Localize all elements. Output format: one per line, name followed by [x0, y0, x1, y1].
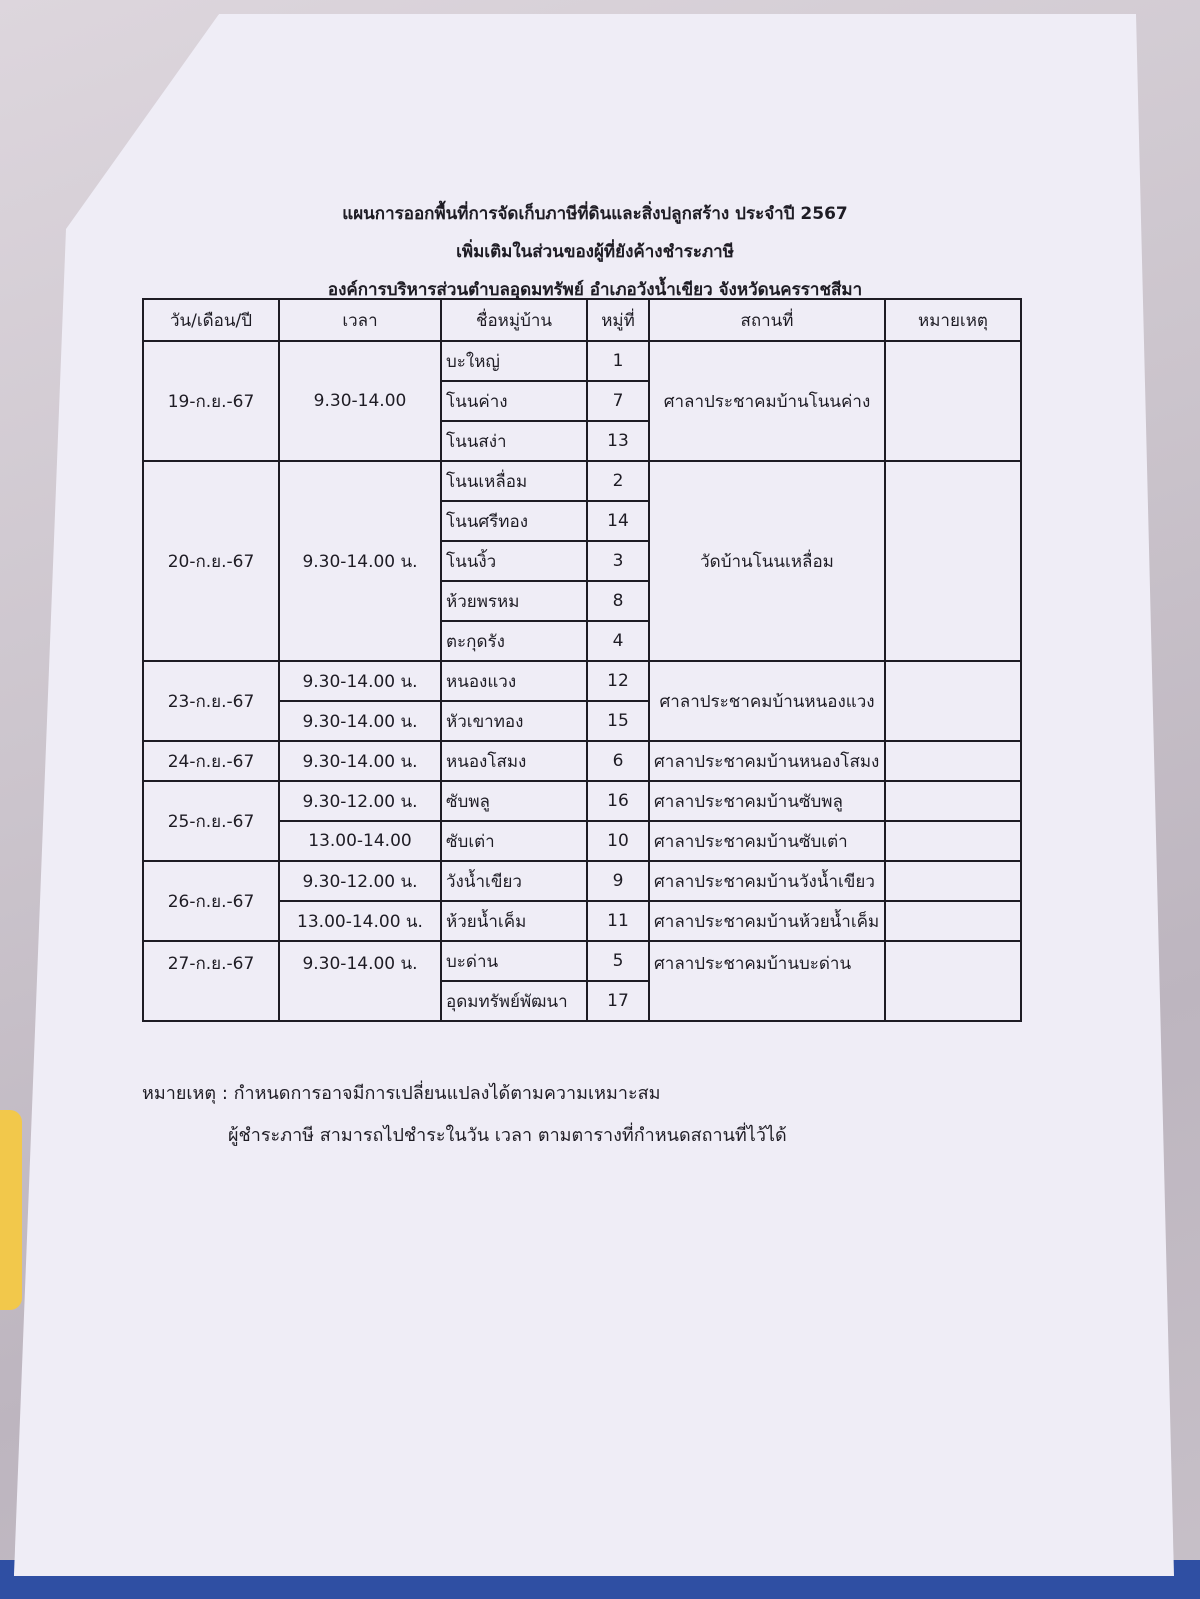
village-cell: โนนศรีทอง: [441, 501, 587, 541]
remark-cell: [885, 661, 1021, 741]
time-cell: 9.30-12.00 น.: [279, 861, 441, 901]
remark-cell: [885, 341, 1021, 461]
time-cell: 9.30-14.00 น.: [279, 941, 441, 1021]
village-cell: โนนงิ้ว: [441, 541, 587, 581]
table-row: [143, 941, 1021, 981]
moo-cell: 4: [587, 621, 649, 661]
time-cell: 9.30-12.00 น.: [279, 781, 441, 821]
col-header-place: สถานที่: [649, 299, 885, 341]
time-cell: 13.00-14.00 น.: [279, 901, 441, 941]
village-cell: ซับพลู: [441, 781, 587, 821]
village-cell: หัวเขาทอง: [441, 701, 587, 741]
col-header-date: วัน/เดือน/ปี: [143, 299, 279, 341]
village-cell: บะใหญ่: [441, 341, 587, 381]
village-cell: หนองแวง: [441, 661, 587, 701]
col-header-moo: หมู่ที่: [587, 299, 649, 341]
table-row: [143, 861, 1021, 901]
village-cell: บะด่าน: [441, 941, 587, 981]
moo-cell: 15: [587, 701, 649, 741]
remark-cell: [885, 941, 1021, 1021]
village-cell: โนนเหลื่อม: [441, 461, 587, 501]
moo-cell: 9: [587, 861, 649, 901]
remark-cell: [885, 781, 1021, 821]
time-cell: 9.30-14.00 น.: [279, 461, 441, 661]
place-cell: ศาลาประชาคมบ้านหนองแวง: [649, 661, 885, 741]
moo-cell: 7: [587, 381, 649, 421]
header-line-2: เพิ่มเติมในส่วนของผู้ที่ยังค้างชำระภาษี: [456, 242, 734, 262]
remark-cell: [885, 741, 1021, 781]
date-cell: 26-ก.ย.-67: [143, 861, 279, 941]
village-cell: วังน้ำเขียว: [441, 861, 587, 901]
village-cell: ห้วยพรหม: [441, 581, 587, 621]
schedule-table: [142, 298, 1022, 1022]
moo-cell: 12: [587, 661, 649, 701]
village-cell: ตะกุดรัง: [441, 621, 587, 661]
moo-cell: 13: [587, 421, 649, 461]
date-cell: 19-ก.ย.-67: [143, 341, 279, 461]
time-cell: 13.00-14.00: [279, 821, 441, 861]
col-header-village: ชื่อหมู่บ้าน: [441, 299, 587, 341]
header-line-3: องค์การบริหารส่วนตำบลอุดมทรัพย์ อำเภอวังน้ำเขียว จังหวัดนครราชสีมา: [327, 280, 863, 300]
header-line-1: แผนการออกพื้นที่การจัดเก็บภาษีที่ดินและสิ่งปลูกสร้าง ประจำปี 2567: [342, 204, 848, 224]
remark-cell: [885, 861, 1021, 901]
date-cell: 25-ก.ย.-67: [143, 781, 279, 861]
place-cell: ศาลาประชาคมบ้านห้วยน้ำเค็ม: [649, 901, 885, 941]
time-cell: 9.30-14.00: [279, 341, 441, 461]
moo-cell: 10: [587, 821, 649, 861]
table-row: [143, 661, 1021, 701]
village-cell: โนนสง่า: [441, 421, 587, 461]
village-cell: ซับเต่า: [441, 821, 587, 861]
moo-cell: 8: [587, 581, 649, 621]
village-cell: โนนค่าง: [441, 381, 587, 421]
time-cell: 9.30-14.00 น.: [279, 661, 441, 701]
place-cell: ศาลาประชาคมบ้านซับเต่า: [649, 821, 885, 861]
table-row: [143, 341, 1021, 381]
moo-cell: 11: [587, 901, 649, 941]
remark-cell: [885, 461, 1021, 661]
table-header-row: [143, 299, 1021, 341]
date-cell: 23-ก.ย.-67: [143, 661, 279, 741]
document-header: [270, 195, 920, 309]
remark-note: หมายเหตุ : กำหนดการอาจมีการเปลี่ยนแปลงได้ตามความเหมาะสม: [142, 1083, 661, 1104]
place-cell: วัดบ้านโนนเหลื่อม: [649, 461, 885, 661]
col-header-remark: หมายเหตุ: [885, 299, 1021, 341]
date-cell: 27-ก.ย.-67: [143, 941, 279, 1021]
moo-cell: 6: [587, 741, 649, 781]
place-cell: ศาลาประชาคมบ้านซับพลู: [649, 781, 885, 821]
moo-cell: 3: [587, 541, 649, 581]
place-cell: ศาลาประชาคมบ้านบะด่าน: [649, 941, 885, 1021]
table-row: [143, 781, 1021, 821]
village-cell: ห้วยน้ำเค็ม: [441, 901, 587, 941]
payment-note: ผู้ชำระภาษี สามารถไปชำระในวัน เวลา ตามตารางที่กำหนดสถานที่ไว้ได้: [228, 1125, 787, 1146]
remark-cell: [885, 821, 1021, 861]
col-header-time: เวลา: [279, 299, 441, 341]
moo-cell: 17: [587, 981, 649, 1021]
time-cell: 9.30-14.00 น.: [279, 701, 441, 741]
moo-cell: 14: [587, 501, 649, 541]
time-cell: 9.30-14.00 น.: [279, 741, 441, 781]
background-yellow-object: [0, 1110, 22, 1310]
date-cell: 20-ก.ย.-67: [143, 461, 279, 661]
moo-cell: 5: [587, 941, 649, 981]
date-cell: 24-ก.ย.-67: [143, 741, 279, 781]
place-cell: ศาลาประชาคมบ้านวังน้ำเขียว: [649, 861, 885, 901]
moo-cell: 16: [587, 781, 649, 821]
remark-cell: [885, 901, 1021, 941]
table-row: [143, 461, 1021, 501]
moo-cell: 1: [587, 341, 649, 381]
table-row: [143, 741, 1021, 781]
moo-cell: 2: [587, 461, 649, 501]
place-cell: ศาลาประชาคมบ้านหนองโสมง: [649, 741, 885, 781]
village-cell: หนองโสมง: [441, 741, 587, 781]
village-cell: อุดมทรัพย์พัฒนา: [441, 981, 587, 1021]
place-cell: ศาลาประชาคมบ้านโนนค่าง: [649, 341, 885, 461]
